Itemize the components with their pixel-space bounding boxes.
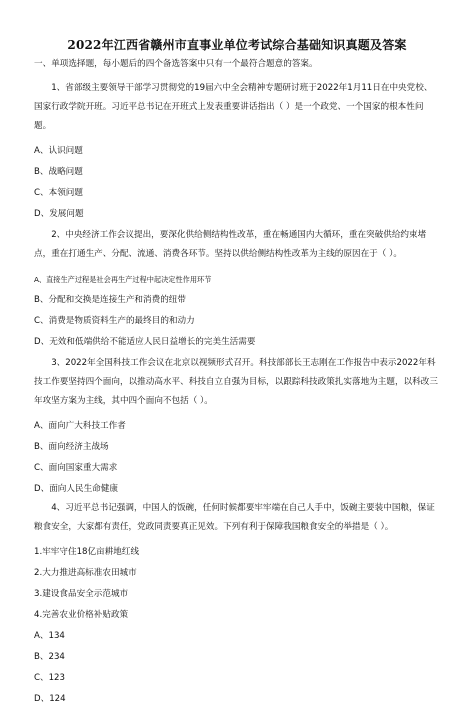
question-2-stem: 2、中央经济工作会议提出，要深化供给侧结构性改革，重在畅通国内大循环，重在突破供给约束堵点，重在打通生产、分配、流通、消费各环节。坚持以供给侧结构性改革为主线的原因在于（ ）。 bbox=[34, 230, 427, 259]
question-4-item-2: 2.大力推进高标准农田城市 bbox=[34, 568, 137, 578]
question-1-option-a: A、认识问题 bbox=[34, 146, 83, 156]
question-4-item-3: 3.建设食品安全示范城市 bbox=[34, 589, 129, 599]
question-1-stem: 1、省部级主要领导干部学习贯彻党的19届六中全会精神专题研讨班于2022年1月11日在中央党校、国家行政学院开班。习近平总书记在开班式上发表重要讲话指出（ ）是一个政党、一个国家的根本性问题。 bbox=[34, 83, 433, 131]
question-2-option-d: D、无效和低端供给不能适应人民日益增长的完美生活需要 bbox=[34, 337, 256, 347]
question-3-option-a: A、面向广大科技工作者 bbox=[34, 421, 126, 431]
question-4-stem: 4、习近平总书记强调，中国人的饭碗，任何时候都要牢牢端在自己人手中，饭碗主要装中国粮，保证粮食安全，大家都有责任，党政同责要真正见效。下列有利于保障我国粮食安全的举措是（ ）。 bbox=[34, 503, 435, 532]
question-2-option-c: C、消费是物质资料生产的最终目的和动力 bbox=[34, 316, 195, 326]
section-heading: 一、单项选择题，每小题后的四个备选答案中只有一个最符合题意的答案。 bbox=[34, 59, 318, 69]
question-3-option-d: D、面向人民生命健康 bbox=[34, 484, 118, 494]
question-3-option-c: C、面向国家重大需求 bbox=[34, 463, 118, 473]
question-4-option-d: D、124 bbox=[34, 694, 66, 704]
question-1-option-c: C、本领问题 bbox=[34, 188, 83, 198]
question-2-option-b: B、分配和交换是连接生产和消费的纽带 bbox=[34, 295, 186, 305]
question-4-option-c: C、123 bbox=[34, 673, 65, 683]
question-3-option-b: B、面向经济主战场 bbox=[34, 442, 109, 452]
question-2-option-a: A、直接生产过程是社会再生产过程中起决定性作用环节 bbox=[34, 275, 212, 284]
question-3-stem: 3、2022年全国科技工作会议在北京以视频形式召开。科技部部长王志刚在工作报告中表示2022年科技工作要坚持四个面向，以推动高水平、科技自立自强为目标，以跟踪科技政策扎实落地为主题，以科改三年攻坚方案为主线，其中四个面向不包括（ ）。 bbox=[34, 358, 438, 406]
question-4-option-b: B、234 bbox=[34, 652, 65, 662]
question-4-item-4: 4.完善农业价格补贴政策 bbox=[34, 610, 129, 620]
question-1-option-b: B、战略问题 bbox=[34, 167, 83, 177]
question-4-item-1: 1.牢牢守住18亿亩耕地红线 bbox=[34, 547, 140, 557]
question-4-option-a: A、134 bbox=[34, 631, 65, 641]
question-1-option-d: D、发展问题 bbox=[34, 209, 84, 219]
document-title: 2022年江西省赣州市直事业单位考试综合基础知识真题及答案 bbox=[67, 38, 407, 52]
